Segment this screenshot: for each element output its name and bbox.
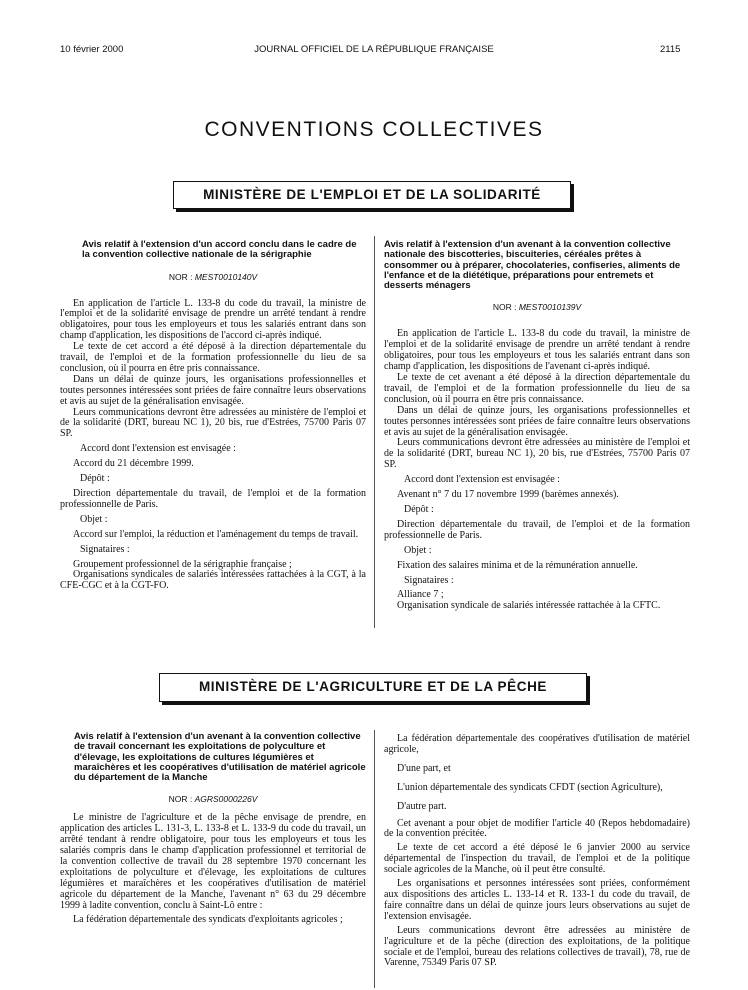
label-depot: Dépôt : bbox=[80, 473, 110, 485]
paragraph: Cet avenant a pour objet de modifier l'article 40 (Repos hebdomadaire) de la convention précitée. bbox=[384, 817, 690, 840]
section-title: CONVENTIONS COLLECTIVES bbox=[204, 118, 544, 141]
ministry-emploi-box: MINISTÈRE DE L'EMPLOI ET DE LA SOLIDARITÉ bbox=[173, 181, 571, 209]
paragraph: Dans un délai de quinze jours, les organisations professionnelles et toutes personnes intéressées sont priées de faire connaître leurs observations et avis au sujet de la généralisation envisagée. bbox=[384, 404, 690, 438]
avis-manche bbox=[60, 732, 366, 925]
paragraph: Dans un délai de quinze jours, les organisations professionnelles et toutes personnes intéressées sont priées de faire connaître leurs observations et avis au sujet de la généralisation envisagée. bbox=[60, 373, 366, 407]
value-depot: Direction départementale du travail, de l'emploi et de la formation professionnelle de Paris. bbox=[384, 518, 690, 541]
value-objet: Accord sur l'emploi, la réduction et l'aménagement du temps de travail. bbox=[73, 528, 359, 540]
paragraph: En application de l'article L. 133-8 du code du travail, la ministre de l'emploi et de la solidarité envisage de prendre un arrêté tendant à rendre obligatoires, pour tous les employeurs et tous les salariés entrant dans son champ d'application, les dispositions de l'accord ci-après indiqué. bbox=[60, 297, 366, 342]
paragraph: Leurs communications devront être adressées au ministère de l'agriculture et de la pêche (direction des exploitations, de la politique sociale et de l'emploi, bureau des relations collectives de travail), 78, rue de Varenne, 75349 Paris 07 SP. bbox=[384, 924, 690, 969]
label-accord: Accord dont l'extension est envisagée : bbox=[80, 443, 236, 455]
nor-label: NOR : bbox=[168, 271, 193, 282]
avis-title: Avis relatif à l'extension d'un avenant à la convention collective nationale des biscotteries, biscuiteries, céréales prêtes à consommer ou à préparer, chocolateries, confiseries, aliments de l'enfance et de la diététique, préparations pour entremets et desserts ménagers bbox=[384, 239, 681, 292]
avis-manche-continued bbox=[384, 734, 690, 969]
paragraph: D'une part, et bbox=[397, 762, 451, 774]
nor-label: NOR : bbox=[492, 302, 517, 313]
header-journal: JOURNAL OFFICIEL DE LA RÉPUBLIQUE FRANÇAISE bbox=[254, 44, 494, 55]
label-signataires: Signataires : bbox=[80, 543, 130, 555]
paragraph: Le texte de cet avenant a été déposé à la direction départementale du travail, de l'emploi et de la formation professionnelle du lieu de sa conclusion, où il pourra en être pris connaissance. bbox=[384, 372, 690, 405]
value-signataire: Alliance 7 ; bbox=[397, 589, 444, 601]
value-signataire: Organisations syndicales de salariés intéressées rattachées à la CGT, à la CFE-CGC et à la CGT-FO. bbox=[60, 569, 366, 592]
paragraph: Le ministre de l'agriculture et de la pêche envisage de prendre, en application des articles L. 131-3, L. 133-8 et L. 133-9 du code du travail, un arrêté tendant à rendre obligatoire, pour tous les employeurs et tous les salariés compris dans le champ d'application professionnel et territorial de la convention collective de travail du 28 septembre 1970 concernant les exploitations de polyculture et d'élevage, les exploitations de cultures légumières et maraîchères et les coopératives d'utilisation de matériel agricole du département de la Manche, l'avenant n° 63 du 29 décembre 1999 à ladite convention, conclu à Saint-Lô entre : bbox=[60, 812, 366, 911]
nor-reference bbox=[60, 272, 366, 283]
paragraph: Leurs communications devront être adressées au ministère de l'emploi et de la solidarité (DRT, bureau NC 1), 20 bis, rue d'Estrées, 75700 Paris 07 SP. bbox=[384, 437, 690, 471]
paragraph: La fédération départementale des syndicats d'exploitants agricoles ; bbox=[73, 913, 343, 925]
header-page-number: 2115 bbox=[660, 44, 681, 55]
paragraph: D'autre part. bbox=[397, 800, 447, 812]
avis-biscotteries bbox=[384, 240, 690, 612]
avis-title: Avis relatif à l'extension d'un avenant à la convention collective de travail concernant les exploitations de polyculture et d'élevage, les exploitations de cultures légumières et maraîchères et les coopératives d'utilisation de matériel agricole du département de la Manche bbox=[74, 731, 366, 784]
nor-code: AGRS0000226V bbox=[194, 794, 258, 805]
paragraph: La fédération départementale des coopératives d'utilisation de matériel agricole, bbox=[384, 733, 690, 755]
nor-reference bbox=[60, 794, 366, 805]
avis-serigraphie bbox=[60, 240, 366, 592]
label-objet: Objet : bbox=[80, 513, 108, 525]
avis-title: Avis relatif à l'extension d'un accord conclu dans le cadre de la convention collective nationale de la sérigraphie bbox=[82, 239, 357, 261]
label-objet: Objet : bbox=[404, 544, 432, 556]
column-divider bbox=[374, 730, 375, 988]
paragraph: Leurs communications devront être adressées au ministère de l'emploi et de la solidarité (DRT, bureau NC 1), 20 bis, rue d'Estrées, 75700 Paris 07 SP. bbox=[60, 406, 366, 440]
nor-code: MEST0010139V bbox=[518, 302, 582, 313]
value-signataire: Groupement professionnel de la sérigraphie française ; bbox=[73, 558, 292, 570]
value-depot: Direction départementale du travail, de l'emploi et de la formation professionnelle de Paris. bbox=[60, 488, 366, 510]
value-signataire: Organisation syndicale de salariés intéressée rattachée à la CFTC. bbox=[397, 600, 661, 612]
paragraph: Le texte de cet accord a été déposé le 6 janvier 2000 au service départemental de l'inspection du travail, de l'emploi et de la politique sociale agricoles de la Manche, où il peut être consulté. bbox=[384, 842, 690, 876]
label-accord: Accord dont l'extension est envisagée : bbox=[404, 474, 560, 486]
label-depot: Dépôt : bbox=[404, 503, 434, 515]
value-accord: Avenant n° 7 du 17 novembre 1999 (barèmes annexés). bbox=[397, 489, 619, 501]
paragraph: Le texte de cet accord a été déposé à la direction départementale du travail, de l'emploi et de la formation professionnelle du lieu de sa conclusion, où il pourra en être pris connaissance. bbox=[60, 341, 366, 374]
header-date: 10 février 2000 bbox=[60, 44, 124, 55]
ministry-agriculture-box: MINISTÈRE DE L'AGRICULTURE ET DE LA PÊCHE bbox=[159, 673, 587, 702]
nor-label: NOR : bbox=[168, 794, 193, 805]
column-divider bbox=[374, 236, 375, 628]
paragraph: Les organisations et personnes intéressées sont priées, conformément aux dispositions des articles L. 133-14 et R. 133-1 du code du travail, de faire connaître dans un délai de quinze jours leurs observations au sujet de l'extension envisagée. bbox=[384, 878, 690, 922]
nor-code: MEST0010140V bbox=[194, 271, 258, 282]
paragraph: L'union départementale des syndicats CFDT (section Agriculture), bbox=[397, 781, 663, 793]
value-accord: Accord du 21 décembre 1999. bbox=[73, 458, 194, 470]
label-signataires: Signataires : bbox=[404, 574, 454, 586]
paragraph: En application de l'article L. 133-8 du code du travail, la ministre de l'emploi et de la solidarité envisage de prendre un arrêté tendant à rendre obligatoires, pour tous les employeurs et tous les salariés entrant dans son champ d'application, les dispositions de l'avenant ci-après indiqué. bbox=[384, 328, 690, 373]
value-objet: Fixation des salaires minima et de la rémunération annuelle. bbox=[397, 559, 638, 571]
nor-reference bbox=[384, 302, 690, 313]
